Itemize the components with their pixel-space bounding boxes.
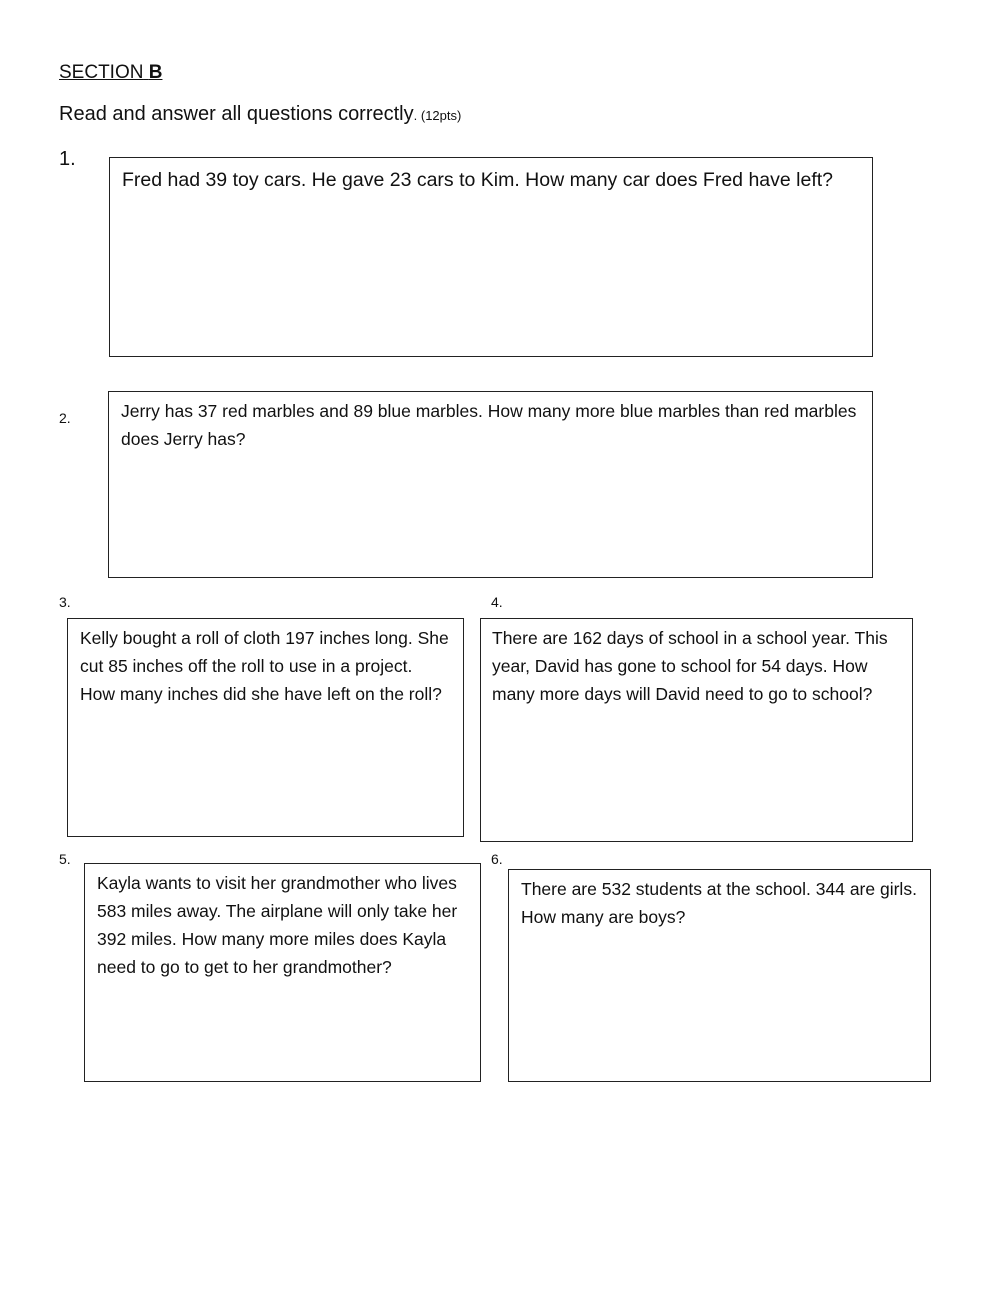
question-2-number: 2. xyxy=(59,410,71,426)
question-4-box xyxy=(480,618,913,842)
section-label: SECTION xyxy=(59,62,144,83)
question-3-number: 3. xyxy=(59,594,71,610)
section-title xyxy=(59,62,162,84)
question-4-text: There are 162 days of school in a school year. This year, David has gone to school for 54 days. How many more days will David need to go to school? xyxy=(492,628,888,704)
instructions-text: Read and answer all questions correctly xyxy=(59,103,414,125)
question-5-box xyxy=(84,863,481,1082)
question-3-text: Kelly bought a roll of cloth 197 inches long. She cut 85 inches off the roll to use in a project. How many inches did she have left on the roll? xyxy=(80,628,449,704)
question-6-text: There are 532 students at the school. 344 are girls. How many are boys? xyxy=(521,879,917,927)
question-1-text: Fred had 39 toy cars. He gave 23 cars to Kim. How many car does Fred have left? xyxy=(122,169,833,191)
question-2-box xyxy=(108,391,873,578)
instructions xyxy=(59,103,461,126)
question-5-number: 5. xyxy=(59,851,71,867)
question-5-text: Kayla wants to visit her grandmother who lives 583 miles away. The airplane will only take her 392 miles. How many more miles does Kayla need to go to get to her grandmother? xyxy=(97,873,458,977)
question-2-text: Jerry has 37 red marbles and 89 blue marbles. How many more blue marbles than red marbles does Jerry has? xyxy=(121,401,857,449)
instructions-points: . (12pts) xyxy=(413,108,462,123)
question-6-number: 6. xyxy=(491,851,503,867)
question-4-number: 4. xyxy=(491,594,503,610)
question-1-number: 1. xyxy=(59,148,76,170)
section-letter: B xyxy=(148,62,163,83)
question-1-box xyxy=(109,157,873,357)
question-3-box xyxy=(67,618,464,837)
question-6-box xyxy=(508,869,931,1082)
